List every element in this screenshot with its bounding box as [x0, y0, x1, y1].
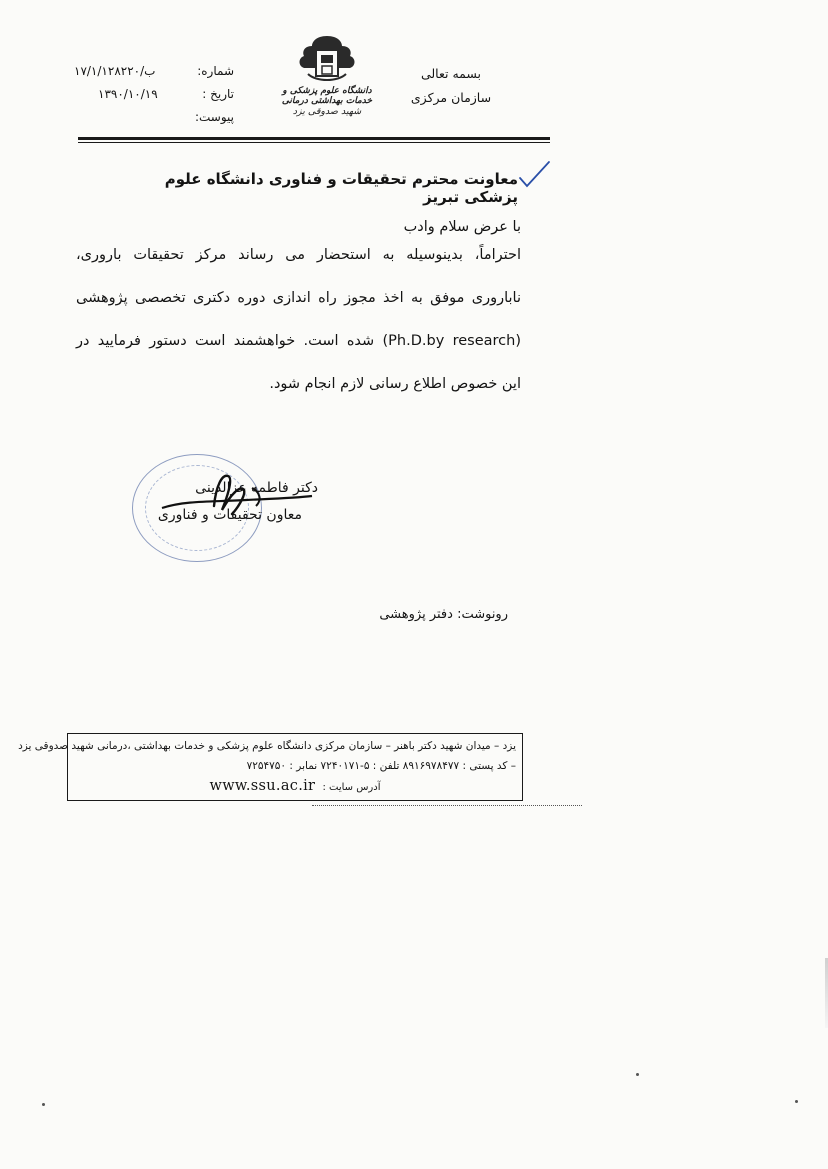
carbon-copy: رونوشت: دفتر پژوهشی [379, 607, 508, 622]
addressee: معاونت محترم تحقیقات و فناوری دانشگاه علوم پزشکی تبریز [164, 170, 518, 206]
body-line-3: (Ph.D.by research) شده است. خواهشمند است دستور فرمایید در [76, 333, 521, 349]
university-logo [272, 34, 382, 134]
scan-speck [795, 1100, 798, 1103]
letterhead-department [410, 62, 492, 110]
date-label: تاریخ : [202, 87, 234, 101]
footer-dotted-line [312, 805, 582, 807]
checkmark-icon [517, 158, 551, 192]
body-line-1: احتراماً، بدینوسیله به استحضار می رساند مرکز تحقیقات باروری، [76, 247, 521, 263]
body-line-4: این خصوص اطلاع رسانی لازم انجام شود. [269, 376, 521, 392]
basmala: بسمه تعالی [420, 66, 482, 81]
scan-speck [42, 1103, 45, 1106]
number-label: شماره: [197, 64, 234, 78]
logo-university-city: شهید صدوقی یزد [292, 106, 362, 117]
body-line-2: ناباروری موفق به اخذ مجوز راه اندازی دوره دکتری تخصصی پژوهشی [76, 290, 521, 306]
footer-address-box [18, 733, 523, 801]
scan-speck [636, 1073, 639, 1076]
date-value: ۱۳۹۰/۱۰/۱۹ [98, 87, 158, 101]
logo-university-name: دانشگاه علوم پزشکی و خدمات بهداشتی درمانی [281, 86, 373, 106]
signature-block [128, 452, 328, 564]
number-value: ۱۷/۱/۱۲۸۲۲۰/ب [74, 64, 156, 78]
footer-website-row [68, 778, 522, 794]
greeting: با عرض سلام وادب [403, 219, 521, 235]
signatory-title: معاون تحقیقات و فناوری [157, 507, 302, 523]
header-rule-thin [78, 142, 550, 143]
website-label: آدرس سایت : [322, 782, 381, 793]
website-url[interactable]: www.ssu.ac.ir [209, 778, 316, 794]
footer-contact: – کد پستی : ۸۹۱۶۹۷۸۴۷۷ تلفن : ۵-۷۲۴۰۱۷۱ نمابر : ۷۲۵۴۷۵۰ [246, 760, 516, 772]
department-name: سازمان مرکزی [410, 90, 492, 105]
signatory-name: دکتر فاطمه عزالدینی [195, 480, 318, 496]
attachment-label: پیوست: [194, 110, 234, 124]
header-rule [78, 137, 550, 140]
university-emblem-icon [288, 34, 366, 86]
handwritten-signature-icon [156, 466, 316, 526]
footer-address: یزد – میدان شهید دکتر باهنر – سازمان مرکزی دانشگاه علوم پزشکی و خدمات بهداشتی ،درمانی شهید صدوقی یزد [18, 740, 516, 752]
